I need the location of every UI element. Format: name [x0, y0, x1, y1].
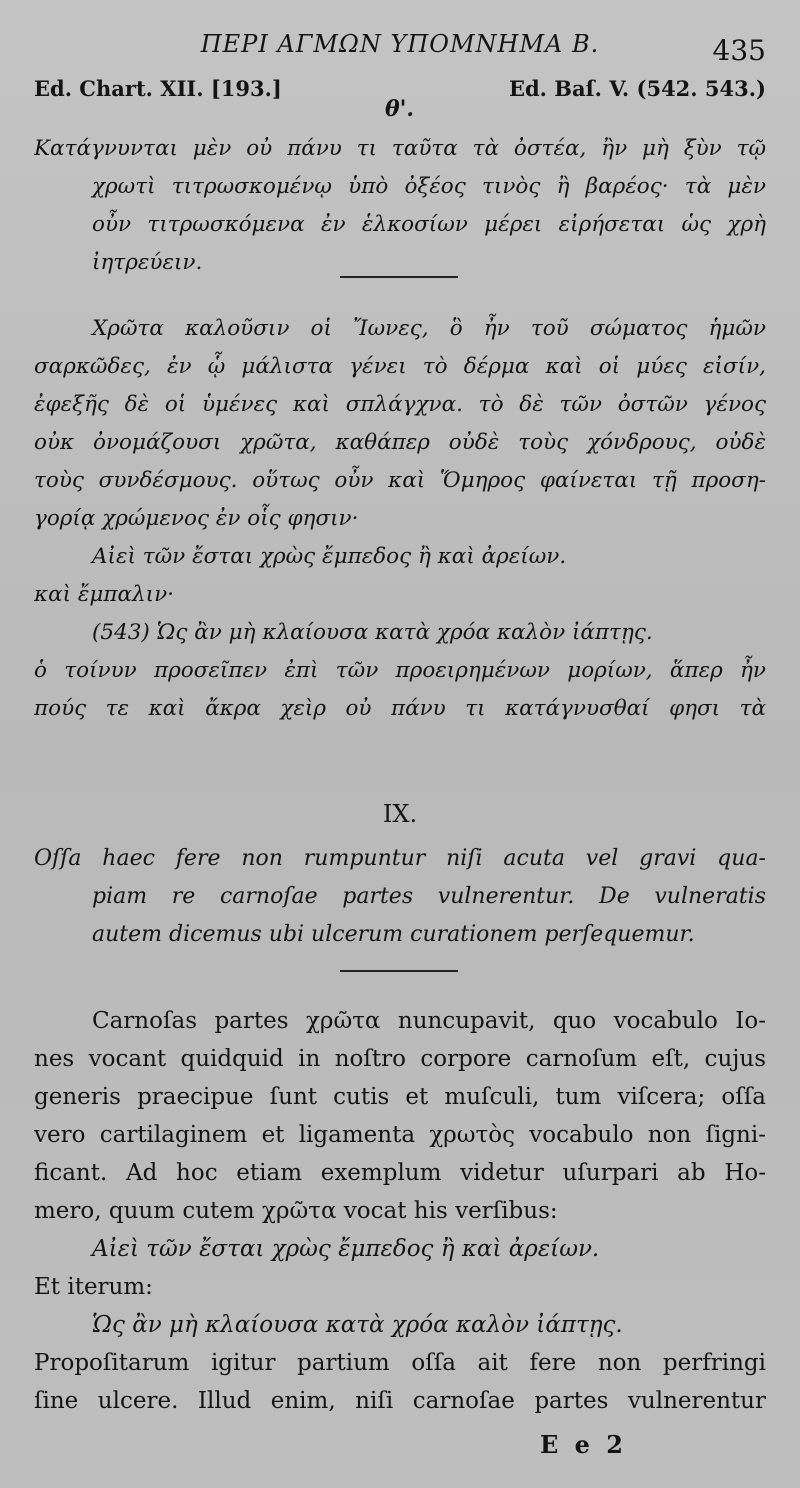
latin-line: Propoſitarum igitur partium oſſa ait fere non perfringi — [34, 1350, 766, 1376]
latin-line: nes vocant quidquid in noſtro corpore carnoſum eſt, cujus — [34, 1046, 766, 1072]
edition-basel-ref: Ed. Baſ. V. (542. 543.) — [508, 76, 766, 101]
divider-rule — [340, 276, 458, 278]
greek-line: οὖν τιτρωσκόμενα ἐν ἑλκοσίων μέρει εἰρήσεται ὡς χρὴ — [92, 212, 766, 237]
greek-line: γορίᾳ χρώμενος ἐν οἷς φησιν· — [34, 506, 359, 531]
greek-commentary — [34, 310, 766, 728]
latin-line: Oſſa haec fere non rumpuntur niſi acuta vel gravi qua- — [34, 846, 766, 871]
homer-quote: Ὡς ἂν μὴ κλαίουσα κατὰ χρόα καλὸν ἰάπτῃς. — [92, 1312, 623, 1338]
homer-quote: Αἰεὶ τῶν ἔσται χρὼς ἔμπεδος ἢ καὶ ἀρείων. — [92, 1236, 600, 1262]
latin-line: mero, quum cutem χρῶτα vocat his verſibus: — [34, 1198, 558, 1224]
greek-line: πούς τε καὶ ἄκρα χεὶρ οὐ πάνυ τι κατάγνυσθαί φησι τὰ — [34, 696, 766, 721]
homer-quote: (543) Ὡς ἂν μὴ κλαίουσα κατὰ χρόα καλὸν ἰάπτῃς. — [92, 620, 653, 645]
latin-line: vero cartilaginem et ligamenta χρωτὸς vocabulo non ſigni- — [34, 1122, 766, 1148]
divider-rule — [340, 970, 458, 972]
greek-line: ὁ τοίνυν προσεῖπεν ἐπὶ τῶν προειρημένων μορίων, ἅπερ ἦν — [34, 658, 766, 683]
latin-commentary — [34, 1002, 766, 1420]
greek-line: ἐφεξῆς δὲ οἱ ὑμένες καὶ σπλάγχνα. τὸ δὲ τῶν ὀστῶν γένος — [34, 392, 766, 417]
greek-line: τοὺς συνδέσμους. οὕτως οὖν καὶ Ὅμηρος φαίνεται τῇ προση- — [34, 468, 766, 493]
greek-line: καὶ ἔμπαλιν· — [34, 582, 175, 607]
greek-line: οὐκ ὀνομάζουσι χρῶτα, καθάπερ οὐδὲ τοὺς χόνδρους, οὐδὲ — [34, 430, 766, 455]
latin-line: Carnoſas partes χρῶτα nuncupavit, quo vocabulo Io- — [92, 1008, 766, 1034]
greek-aphorism — [34, 130, 766, 282]
running-title: ΠΕΡΙ ΑΓΜΩΝ ΥΠΟΜΝΗΜΑ Β. — [200, 30, 600, 58]
latin-line: piam re carnoſae partes vulnerentur. De vulneratis — [92, 884, 766, 909]
page-number: 435 — [712, 34, 766, 67]
greek-line: σαρκῶδες, ἐν ᾧ μάλιστα γένει τὸ δέρμα καὶ οἱ μύες εἰσίν, — [34, 354, 766, 379]
latin-line: Et iterum: — [34, 1274, 153, 1300]
latin-line: ficant. Ad hoc etiam exemplum videtur uſurpari ab Ho- — [34, 1160, 766, 1186]
signature-mark: E e 2 — [540, 1430, 627, 1459]
latin-section-heading: IX. — [382, 800, 418, 828]
greek-line: Χρῶτα καλοῦσιν οἱ Ἴωνες, ὃ ἦν τοῦ σώματος ἡμῶν — [92, 316, 766, 341]
latin-aphorism — [34, 840, 766, 954]
latin-line: autem dicemus ubi ulcerum curationem perſequemur. — [92, 922, 695, 947]
homer-quote: Αἰεὶ τῶν ἔσται χρὼς ἔμπεδος ἢ καὶ ἀρείων. — [92, 544, 567, 569]
latin-line: generis praecipue ſunt cutis et muſculi, tum viſcera; oſſa — [34, 1084, 766, 1110]
greek-line: ἰητρεύειν. — [92, 250, 203, 275]
greek-line: χρωτὶ τιτρωσκομένῳ ὑπὸ ὀξέος τινὸς ἢ βαρέος· τὰ μὲν — [92, 174, 766, 199]
latin-line: ſine ulcere. Illud enim, niſi carnoſae partes vulnerentur — [34, 1388, 766, 1414]
greek-line: Κατάγνυνται μὲν οὐ πάνυ τι ταῦτα τὰ ὀστέα, ἢν μὴ ξὺν τῷ — [34, 136, 766, 161]
greek-section-number: θ'. — [385, 96, 415, 122]
edition-chart-ref: Ed. Chart. XII. [193.] — [34, 76, 282, 101]
